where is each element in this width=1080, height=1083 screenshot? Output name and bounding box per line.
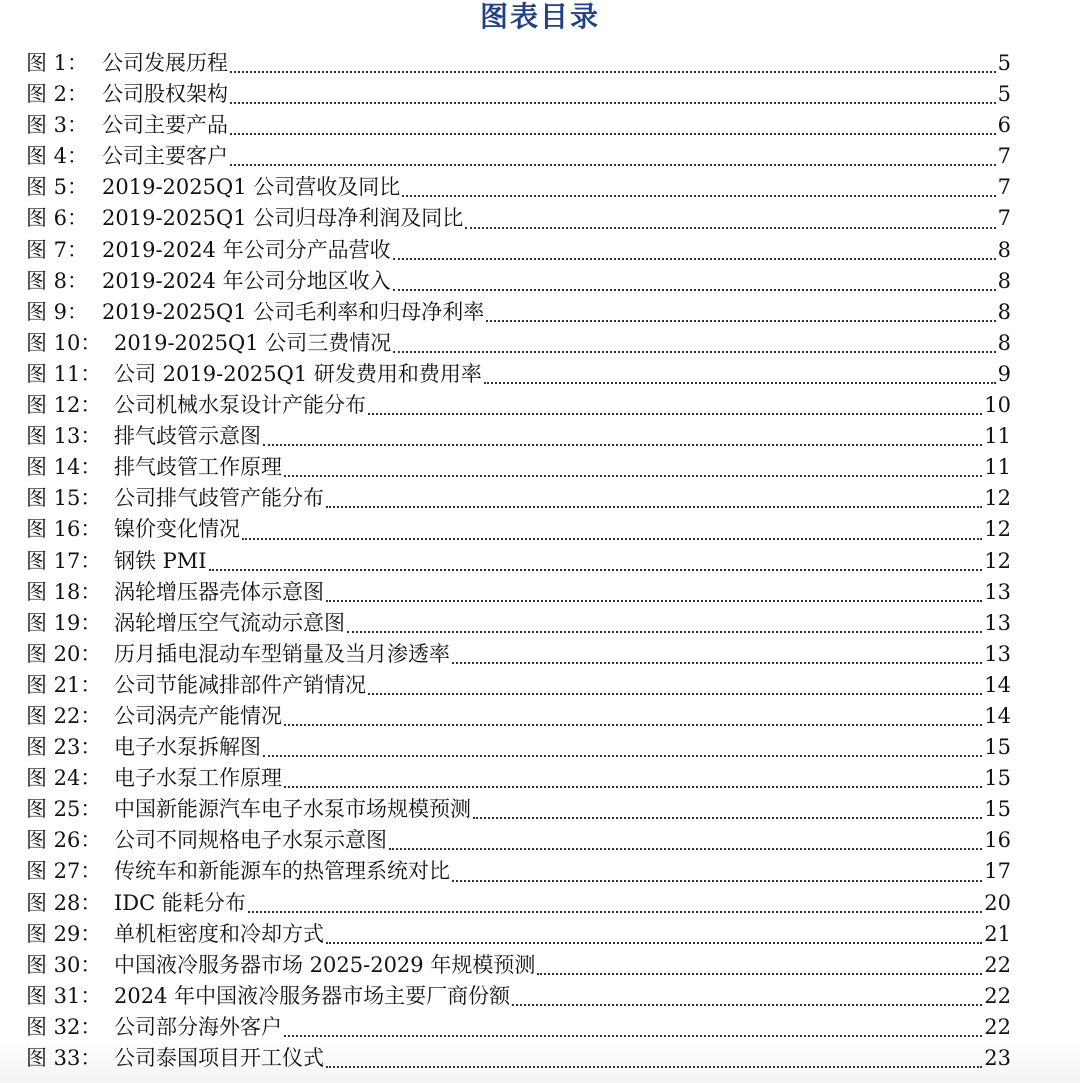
toc-dot-leader: [368, 693, 982, 695]
toc-entry-page-number[interactable]: 12: [984, 548, 1011, 573]
toc-dot-leader: [284, 475, 982, 477]
toc-entry-label: 图 29：: [26, 921, 102, 946]
toc-dot-leader: [484, 382, 996, 384]
toc-dot-leader: [393, 351, 995, 353]
toc-dot-leader: [368, 413, 982, 415]
toc-entry[interactable]: [26, 950, 1011, 981]
toc-entry-label: 图 5：: [26, 175, 89, 200]
toc-entry[interactable]: [26, 421, 1011, 452]
toc-entry-page-number[interactable]: 7: [997, 144, 1011, 169]
toc-dot-leader: [284, 1035, 982, 1037]
toc-dot-leader: [537, 973, 982, 975]
toc-entry-page-number[interactable]: 21: [984, 921, 1011, 946]
toc-entry-label: 图 17：: [26, 548, 102, 573]
toc-dot-leader: [326, 506, 982, 508]
toc-entry-title[interactable]: 排气歧管示意图: [114, 424, 261, 449]
toc-dot-leader: [284, 786, 982, 788]
toc-dot-leader: [242, 538, 982, 540]
toc-entry-title[interactable]: 中国新能源汽车电子水泵市场规模预测: [114, 797, 471, 822]
toc-entry-page-number[interactable]: 6: [997, 113, 1011, 138]
toc-entry-label: 图 27：: [26, 859, 102, 884]
toc-entry[interactable]: [26, 266, 1011, 297]
toc-entry-label: 图 9：: [26, 299, 89, 324]
toc-entry-page-number[interactable]: 8: [997, 268, 1011, 293]
toc-dot-leader: [326, 600, 982, 602]
toc-entry[interactable]: [26, 763, 1011, 794]
toc-dot-leader: [326, 1066, 982, 1068]
toc-entry[interactable]: [26, 639, 1011, 670]
toc-entry-title[interactable]: 公司排气歧管产能分布: [114, 486, 324, 511]
toc-entry[interactable]: [26, 79, 1011, 110]
toc-entry[interactable]: [26, 48, 1011, 79]
toc-entry-title[interactable]: 涡轮增压器壳体示意图: [114, 579, 324, 604]
toc-entry-title[interactable]: 2019-2025Q1 公司营收及同比: [102, 175, 401, 200]
toc-entry-title[interactable]: 公司机械水泵设计产能分布: [114, 393, 366, 418]
toc-entry[interactable]: [26, 825, 1011, 856]
toc-entry-page-number[interactable]: 5: [997, 82, 1011, 107]
toc-entry[interactable]: [26, 701, 1011, 732]
toc-entry-title[interactable]: 2024 年中国液冷服务器市场主要厂商份额: [114, 983, 511, 1008]
toc-entry-label: 图 2：: [26, 82, 89, 107]
toc-entry[interactable]: [26, 794, 1011, 825]
toc-entry-label: 图 4：: [26, 144, 89, 169]
toc-entry-page-number[interactable]: 8: [997, 330, 1011, 355]
toc-entry-label: 图 10：: [26, 330, 102, 355]
toc-entry[interactable]: [26, 888, 1011, 919]
toc-entry-title[interactable]: 涡轮增压空气流动示意图: [114, 610, 345, 635]
toc-entry[interactable]: [26, 110, 1011, 141]
toc-entry[interactable]: [26, 981, 1011, 1012]
toc-entry-page-number[interactable]: 13: [984, 610, 1011, 635]
toc-entry-title[interactable]: 公司 2019-2025Q1 研发费用和费用率: [114, 361, 482, 386]
toc-entry-label: 图 19：: [26, 610, 102, 635]
toc-entry-label: 图 24：: [26, 766, 102, 791]
toc-entry-title[interactable]: 公司股权架构: [102, 82, 228, 107]
toc-dot-leader: [402, 195, 995, 197]
toc-entry-label: 图 14：: [26, 455, 102, 480]
toc-dot-leader: [263, 755, 982, 757]
toc-entry-label: 图 18：: [26, 579, 102, 604]
toc-entry-page-number[interactable]: 7: [997, 206, 1011, 231]
toc-dot-leader: [347, 631, 982, 633]
toc-entry-page-number[interactable]: 23: [984, 1046, 1011, 1070]
toc-dot-leader: [209, 569, 983, 571]
toc-entry[interactable]: [26, 732, 1011, 763]
toc-entry-page-number[interactable]: 12: [984, 517, 1011, 542]
toc-entry-label: 图 1：: [26, 51, 89, 75]
toc-entry-label: 图 22：: [26, 703, 102, 728]
toc-entry[interactable]: [26, 141, 1011, 172]
toc-entry-title[interactable]: 2019-2025Q1 公司毛利率和归母净利率: [102, 299, 485, 324]
toc-entry-page-number[interactable]: 13: [984, 579, 1011, 604]
toc-entry-page-number[interactable]: 7: [997, 175, 1011, 200]
toc-entry[interactable]: [26, 577, 1011, 608]
toc-entry-label: 图 3：: [26, 113, 89, 138]
toc-entry-label: 图 12：: [26, 393, 102, 418]
toc-entry-label: 图 31：: [26, 983, 102, 1008]
toc-entry[interactable]: [26, 546, 1011, 577]
toc-entry-label: 图 25：: [26, 797, 102, 822]
toc-entry-title[interactable]: 电子水泵工作原理: [114, 766, 282, 791]
toc-dot-leader: [465, 227, 995, 229]
toc-dot-leader: [284, 724, 982, 726]
toc-entry[interactable]: [26, 297, 1011, 328]
toc-dot-leader: [389, 848, 982, 850]
toc-entry-label: 图 32：: [26, 1014, 102, 1039]
toc-entry[interactable]: [26, 1012, 1011, 1043]
toc-entry[interactable]: [26, 390, 1011, 421]
toc-entry[interactable]: [26, 670, 1011, 701]
toc-dot-leader: [393, 258, 996, 260]
toc-entry-label: 图 23：: [26, 735, 102, 760]
toc-dot-leader: [486, 320, 995, 322]
toc-entry-label: 图 26：: [26, 828, 102, 853]
toc-entry-label: 图 8：: [26, 268, 89, 293]
toc-entry-label: 图 13：: [26, 424, 102, 449]
toc-entry-title[interactable]: 2019-2024 年公司分产品营收: [102, 237, 391, 262]
toc-entry-page-number[interactable]: 20: [984, 890, 1011, 915]
toc-entry-title[interactable]: 公司发展历程: [102, 51, 228, 75]
toc-entry-label: 图 30：: [26, 952, 102, 977]
toc-entry-page-number[interactable]: 13: [984, 641, 1011, 666]
toc-dot-leader: [263, 444, 982, 446]
toc-entry-label: 图 7：: [26, 237, 89, 262]
toc-entry[interactable]: [26, 919, 1011, 950]
toc-entry-title[interactable]: 2019-2024 年公司分地区收入: [102, 268, 391, 293]
toc-dot-leader: [230, 164, 996, 166]
toc-entry-title[interactable]: IDC 能耗分布: [114, 890, 246, 915]
toc-entry[interactable]: [26, 328, 1011, 359]
toc-entry[interactable]: [26, 856, 1011, 887]
toc-entry-page-number[interactable]: 22: [984, 983, 1011, 1008]
toc-entry-title[interactable]: 公司部分海外客户: [114, 1014, 282, 1039]
toc-dot-leader: [452, 880, 982, 882]
toc-entry-title[interactable]: 公司不同规格电子水泵示意图: [114, 828, 387, 853]
toc-entry-title[interactable]: 电子水泵拆解图: [114, 735, 261, 760]
toc-entry[interactable]: [26, 235, 1011, 266]
toc-entry-page-number[interactable]: 14: [984, 703, 1011, 728]
toc-entry-label: 图 28：: [26, 890, 102, 915]
toc-entry-label: 图 6：: [26, 206, 89, 231]
toc-entry[interactable]: [26, 483, 1011, 514]
toc-entry[interactable]: [26, 1043, 1011, 1074]
toc-entry-title[interactable]: 2019-2025Q1 公司归母净利润及同比: [102, 206, 464, 231]
toc-entry-title[interactable]: 公司泰国项目开工仪式: [114, 1046, 324, 1070]
toc-entry-title[interactable]: 传统车和新能源车的热管理系统对比: [114, 859, 450, 884]
toc-entry[interactable]: [26, 359, 1011, 390]
toc-entry-title[interactable]: 公司主要产品: [102, 113, 228, 138]
toc-dot-leader: [452, 662, 982, 664]
toc-dot-leader: [230, 71, 996, 73]
toc-entry[interactable]: [26, 514, 1011, 545]
toc-entry-title[interactable]: 镍价变化情况: [114, 517, 240, 542]
toc-entry-page-number[interactable]: 12: [984, 486, 1011, 511]
toc-entry-label: 图 16：: [26, 517, 102, 542]
toc-entry-title[interactable]: 公司主要客户: [102, 144, 228, 169]
toc-entry-title[interactable]: 历月插电混动车型销量及当月渗透率: [114, 641, 450, 666]
toc-dot-leader: [393, 289, 996, 291]
toc-entry-title[interactable]: 钢铁 PMI: [114, 548, 207, 573]
toc-entry-page-number[interactable]: 5: [997, 51, 1011, 75]
toc-entry-label: 图 11：: [26, 361, 102, 386]
toc-dot-leader: [248, 911, 982, 913]
toc-entry-page-number[interactable]: 11: [984, 424, 1011, 449]
toc-title: 图表目录: [479, 0, 600, 33]
toc-entry[interactable]: [26, 172, 1011, 203]
toc-dot-leader: [326, 942, 982, 944]
toc-entry-label: 图 33：: [26, 1046, 102, 1070]
toc-entry-page-number[interactable]: 10: [984, 393, 1011, 418]
toc-dot-leader: [230, 133, 996, 135]
toc-entry-page-number[interactable]: 9: [997, 361, 1011, 386]
toc-entry-title[interactable]: 公司涡壳产能情况: [114, 703, 282, 728]
toc-dot-leader: [473, 817, 982, 819]
toc-entry-page-number[interactable]: 15: [984, 735, 1011, 760]
toc-entry-label: 图 15：: [26, 486, 102, 511]
toc-entry-title[interactable]: 中国液冷服务器市场 2025-2029 年规模预测: [114, 952, 536, 977]
toc-entry-page-number[interactable]: 22: [984, 952, 1011, 977]
toc-entry-page-number[interactable]: 8: [997, 237, 1011, 262]
toc-entry[interactable]: [26, 452, 1011, 483]
toc-entry-page-number[interactable]: 15: [984, 766, 1011, 791]
toc-entry-page-number[interactable]: 22: [984, 1014, 1011, 1039]
toc-dot-leader: [230, 102, 996, 104]
toc-entry-title[interactable]: 排气歧管工作原理: [114, 455, 282, 480]
toc-entry[interactable]: [26, 203, 1011, 234]
toc-dot-leader: [512, 1004, 982, 1006]
toc-entry-label: 图 20：: [26, 641, 102, 666]
toc-entry-title[interactable]: 单机柜密度和冷却方式: [114, 921, 324, 946]
toc-entry-page-number[interactable]: 14: [984, 672, 1011, 697]
toc-entry-page-number[interactable]: 11: [984, 455, 1011, 480]
toc-entry[interactable]: [26, 608, 1011, 639]
toc-entry-page-number[interactable]: 16: [984, 828, 1011, 853]
toc-entry-page-number[interactable]: 17: [984, 859, 1011, 884]
toc-entry-title[interactable]: 2019-2025Q1 公司三费情况: [114, 330, 392, 355]
toc-entry-page-number[interactable]: 15: [984, 797, 1011, 822]
toc-entry-label: 图 21：: [26, 672, 102, 697]
toc-list: [26, 48, 1011, 1074]
toc-entry-title[interactable]: 公司节能减排部件产销情况: [114, 672, 366, 697]
toc-entry-page-number[interactable]: 8: [997, 299, 1011, 324]
